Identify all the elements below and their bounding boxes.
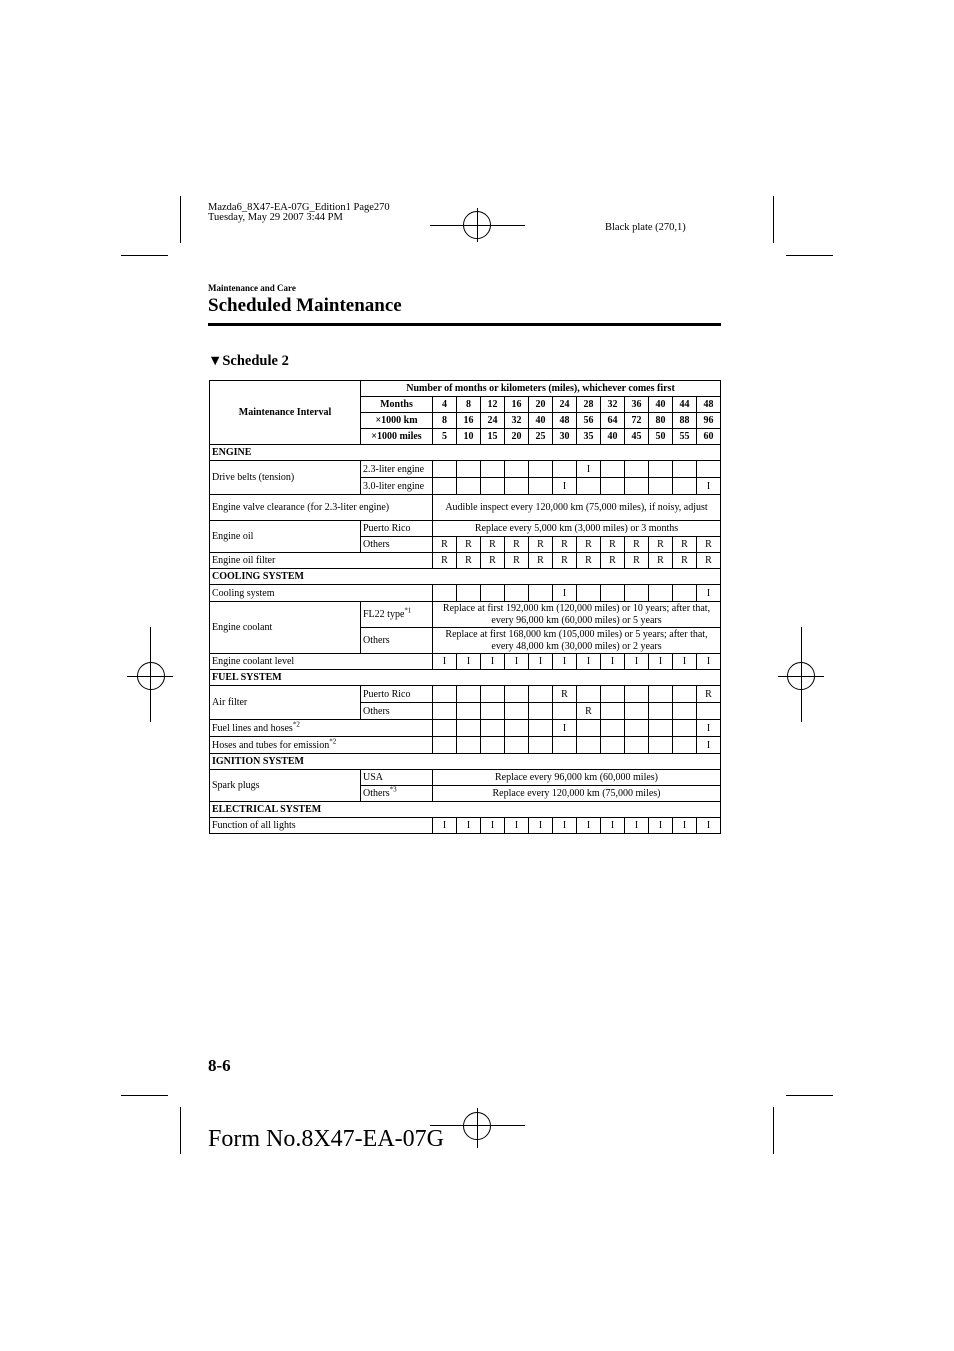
interval-cell: R [433,553,457,569]
valve-note: Audible inspect every 120,000 km (75,000 miles), if noisy, adjust [433,495,721,521]
triangle-down-icon: ▼ [208,353,223,369]
schedule-title: Schedule 2 [222,353,289,369]
interval-cell: 5 [433,429,457,445]
interval-cell [481,686,505,703]
interval-cell [457,686,481,703]
interval-cell: 32 [505,413,529,429]
interval-cell: 30 [553,429,577,445]
months-label: Months [361,397,433,413]
interval-cell [697,703,721,720]
interval-cell: I [601,654,625,670]
interval-cell [673,720,697,737]
coolant-others-label: Others [361,628,433,654]
interval-cell [601,686,625,703]
interval-cell [673,585,697,602]
interval-cell [625,585,649,602]
interval-cell [481,703,505,720]
interval-cell [457,461,481,478]
ignition-heading: IGNITION SYSTEM [210,754,721,770]
interval-cell: R [505,537,529,553]
interval-cell: 44 [673,397,697,413]
interval-cell: 80 [649,413,673,429]
interval-cell [529,720,553,737]
interval-cell [577,478,601,495]
interval-cell: I [553,478,577,495]
interval-cell [601,585,625,602]
interval-cell [457,478,481,495]
interval-cell: I [697,818,721,834]
interval-cell: 8 [457,397,481,413]
air-filter-label: Air filter [210,686,361,720]
interval-cell [649,585,673,602]
interval-cell [457,703,481,720]
interval-cell: I [529,818,553,834]
interval-cell [505,686,529,703]
interval-cell: I [553,720,577,737]
interval-cell: I [649,654,673,670]
interval-cell [481,737,505,754]
interval-cell [601,737,625,754]
interval-cell: 16 [457,413,481,429]
oil-filter-label: Engine oil filter [210,553,433,569]
interval-cell: 20 [505,429,529,445]
interval-cell: I [577,461,601,478]
interval-cell [433,720,457,737]
crop-mark [773,196,774,243]
interval-cell: 10 [457,429,481,445]
crop-mark [786,255,833,256]
interval-cell [481,478,505,495]
interval-cell [505,703,529,720]
interval-cell: R [553,537,577,553]
interval-cell: I [457,818,481,834]
oil-pr-label: Puerto Rico [361,521,433,537]
form-number: Form No.8X47-EA-07G [208,1126,444,1152]
interval-cell [457,720,481,737]
interval-cell [553,461,577,478]
interval-cell: 12 [481,397,505,413]
interval-cell [433,478,457,495]
fl22-note: Replace at first 192,000 km (120,000 miles) or 10 years; after that, every 96,000 km (60,000 miles) or 5 years [433,602,721,628]
interval-cell: 40 [649,397,673,413]
fl22-label: FL22 type$^{*1}$ [361,602,433,628]
interval-cell: 48 [553,413,577,429]
interval-cell [433,686,457,703]
spark-plugs-label: Spark plugs [210,770,361,802]
registration-circle [137,662,165,690]
coolant-others-note: Replace at first 168,000 km (105,000 miles) or 5 years; after that, every 48,000 km (30,000 miles) or 2 years [433,628,721,654]
interval-cell: 88 [673,413,697,429]
interval-cell: R [649,537,673,553]
interval-cell: I [481,654,505,670]
interval-cell [673,703,697,720]
interval-cell [577,720,601,737]
interval-cell: 24 [553,397,577,413]
interval-label: Maintenance Interval [210,381,361,445]
air-others-label: Others [361,703,433,720]
interval-cell [529,686,553,703]
interval-cell: I [649,818,673,834]
interval-cell [649,720,673,737]
interval-cell [433,737,457,754]
registration-circle [463,1112,491,1140]
interval-cell [601,461,625,478]
interval-cell: I [697,654,721,670]
interval-cell: R [529,537,553,553]
interval-cell: I [577,654,601,670]
interval-cell [433,703,457,720]
interval-cell: R [553,686,577,703]
interval-cell [505,585,529,602]
interval-cell [433,461,457,478]
miles-label: ×1000 miles [361,429,433,445]
interval-cell [673,686,697,703]
valve-label: Engine valve clearance (for 2.3-liter engine) [210,495,433,521]
engine-heading: ENGINE [210,445,721,461]
interval-cell [625,720,649,737]
interval-cell: R [697,686,721,703]
interval-cell: 28 [577,397,601,413]
interval-cell: R [481,553,505,569]
interval-cell: R [625,553,649,569]
plugs-others-note: Replace every 120,000 km (75,000 miles) [433,786,721,802]
interval-cell [481,720,505,737]
interval-cell: I [433,818,457,834]
interval-cell: 20 [529,397,553,413]
interval-cell: R [673,553,697,569]
interval-cell [673,737,697,754]
interval-cell [457,737,481,754]
plugs-usa-note: Replace every 96,000 km (60,000 miles) [433,770,721,786]
interval-cell [649,737,673,754]
interval-cell [577,737,601,754]
interval-cell [529,461,553,478]
fuel-heading: FUEL SYSTEM [210,670,721,686]
air-pr-label: Puerto Rico [361,686,433,703]
interval-cell: 50 [649,429,673,445]
interval-cell: R [457,537,481,553]
interval-cell: 56 [577,413,601,429]
interval-cell [457,585,481,602]
interval-cell: I [625,818,649,834]
interval-cell [529,585,553,602]
interval-cell: I [577,818,601,834]
interval-cell [673,461,697,478]
interval-cell [649,478,673,495]
interval-cell: R [625,537,649,553]
interval-cell [601,703,625,720]
km-label: ×1000 km [361,413,433,429]
crop-mark [180,196,181,243]
interval-cell: 48 [697,397,721,413]
span-header: Number of months or kilometers (miles), whichever comes first [361,381,721,397]
interval-cell: 40 [601,429,625,445]
interval-cell [505,737,529,754]
interval-cell: 32 [601,397,625,413]
interval-cell [649,461,673,478]
interval-cell: 24 [481,413,505,429]
crop-mark [121,1095,168,1096]
crop-mark [180,1107,181,1154]
plate-label: Black plate (270,1) [605,222,686,233]
engine-oil-label: Engine oil [210,521,361,553]
page-number: 8-6 [208,1056,231,1075]
interval-cell: 72 [625,413,649,429]
interval-cell: I [529,654,553,670]
interval-cell: 35 [577,429,601,445]
interval-cell: 15 [481,429,505,445]
interval-cell: I [697,585,721,602]
registration-circle [463,211,491,239]
interval-cell: I [673,818,697,834]
interval-cell: 45 [625,429,649,445]
interval-cell [625,737,649,754]
belt-30-label: 3.0-liter engine [361,478,433,495]
interval-cell: R [577,703,601,720]
interval-cell [505,478,529,495]
interval-cell: R [601,537,625,553]
interval-cell [529,478,553,495]
cooling-system-label: Cooling system [210,585,433,602]
interval-cell: 60 [697,429,721,445]
interval-cell: R [577,537,601,553]
interval-cell: I [673,654,697,670]
interval-cell: R [481,537,505,553]
interval-cell: I [601,818,625,834]
interval-cell: I [625,654,649,670]
interval-cell [625,703,649,720]
coolant-level-label: Engine coolant level [210,654,433,670]
interval-cell: I [433,654,457,670]
belt-23-label: 2.3-liter engine [361,461,433,478]
lights-label: Function of all lights [210,818,433,834]
interval-cell [529,703,553,720]
interval-cell: I [553,818,577,834]
interval-cell: I [457,654,481,670]
interval-cell: I [481,818,505,834]
print-header-line1: Mazda6_8X47-EA-07G_Edition1 Page270 [208,202,390,213]
interval-cell: 16 [505,397,529,413]
interval-cell [505,720,529,737]
cooling-heading: COOLING SYSTEM [210,569,721,585]
oil-pr-note: Replace every 5,000 km (3,000 miles) or 3 months [433,521,721,537]
interval-cell: R [601,553,625,569]
interval-cell [625,478,649,495]
interval-cell: R [529,553,553,569]
interval-cell [697,461,721,478]
schedule-heading [208,353,289,370]
interval-cell [625,461,649,478]
interval-cell [505,461,529,478]
interval-cell: I [697,737,721,754]
interval-cell: R [649,553,673,569]
interval-cell: R [577,553,601,569]
oil-others-label: Others [361,537,433,553]
interval-cell [625,686,649,703]
interval-cell: R [697,537,721,553]
interval-cell [577,585,601,602]
interval-cell: R [457,553,481,569]
interval-cell: 55 [673,429,697,445]
interval-cell: 36 [625,397,649,413]
interval-cell [553,703,577,720]
interval-cell [553,737,577,754]
interval-cell: 8 [433,413,457,429]
interval-cell [649,686,673,703]
interval-cell: 25 [529,429,553,445]
interval-cell: R [433,537,457,553]
print-header-line2: Tuesday, May 29 2007 3:44 PM [208,212,343,223]
interval-cell: I [553,585,577,602]
interval-cell [649,703,673,720]
interval-cell [601,720,625,737]
interval-cell: I [697,478,721,495]
interval-cell: R [553,553,577,569]
interval-cell [601,478,625,495]
coolant-label: Engine coolant [210,602,361,654]
interval-cell [433,585,457,602]
crop-mark [773,1107,774,1154]
plugs-usa-label: USA [361,770,433,786]
interval-cell: 40 [529,413,553,429]
section-label: Maintenance and Care [208,283,296,293]
fuel-lines-label: Fuel lines and hoses$^{*2}$ [210,720,433,737]
crop-mark [786,1095,833,1096]
electrical-heading: ELECTRICAL SYSTEM [210,802,721,818]
interval-cell [673,478,697,495]
title-rule [208,323,721,326]
interval-cell [577,686,601,703]
crop-mark [121,255,168,256]
interval-cell: I [505,818,529,834]
interval-cell: 4 [433,397,457,413]
interval-cell: R [697,553,721,569]
maintenance-table [209,380,721,834]
interval-cell [481,461,505,478]
interval-cell: 96 [697,413,721,429]
interval-cell: I [505,654,529,670]
emission-hoses-label: Hoses and tubes for emission$^{*2}$ [210,737,433,754]
interval-cell: R [505,553,529,569]
plugs-others-label: Others$^{*3}$ [361,786,433,802]
interval-cell: I [697,720,721,737]
interval-cell: I [553,654,577,670]
interval-cell: R [673,537,697,553]
interval-cell [481,585,505,602]
registration-circle [787,662,815,690]
drive-belts-label: Drive belts (tension) [210,461,361,495]
page-title: Scheduled Maintenance [208,295,402,316]
interval-cell: 64 [601,413,625,429]
interval-cell [529,737,553,754]
